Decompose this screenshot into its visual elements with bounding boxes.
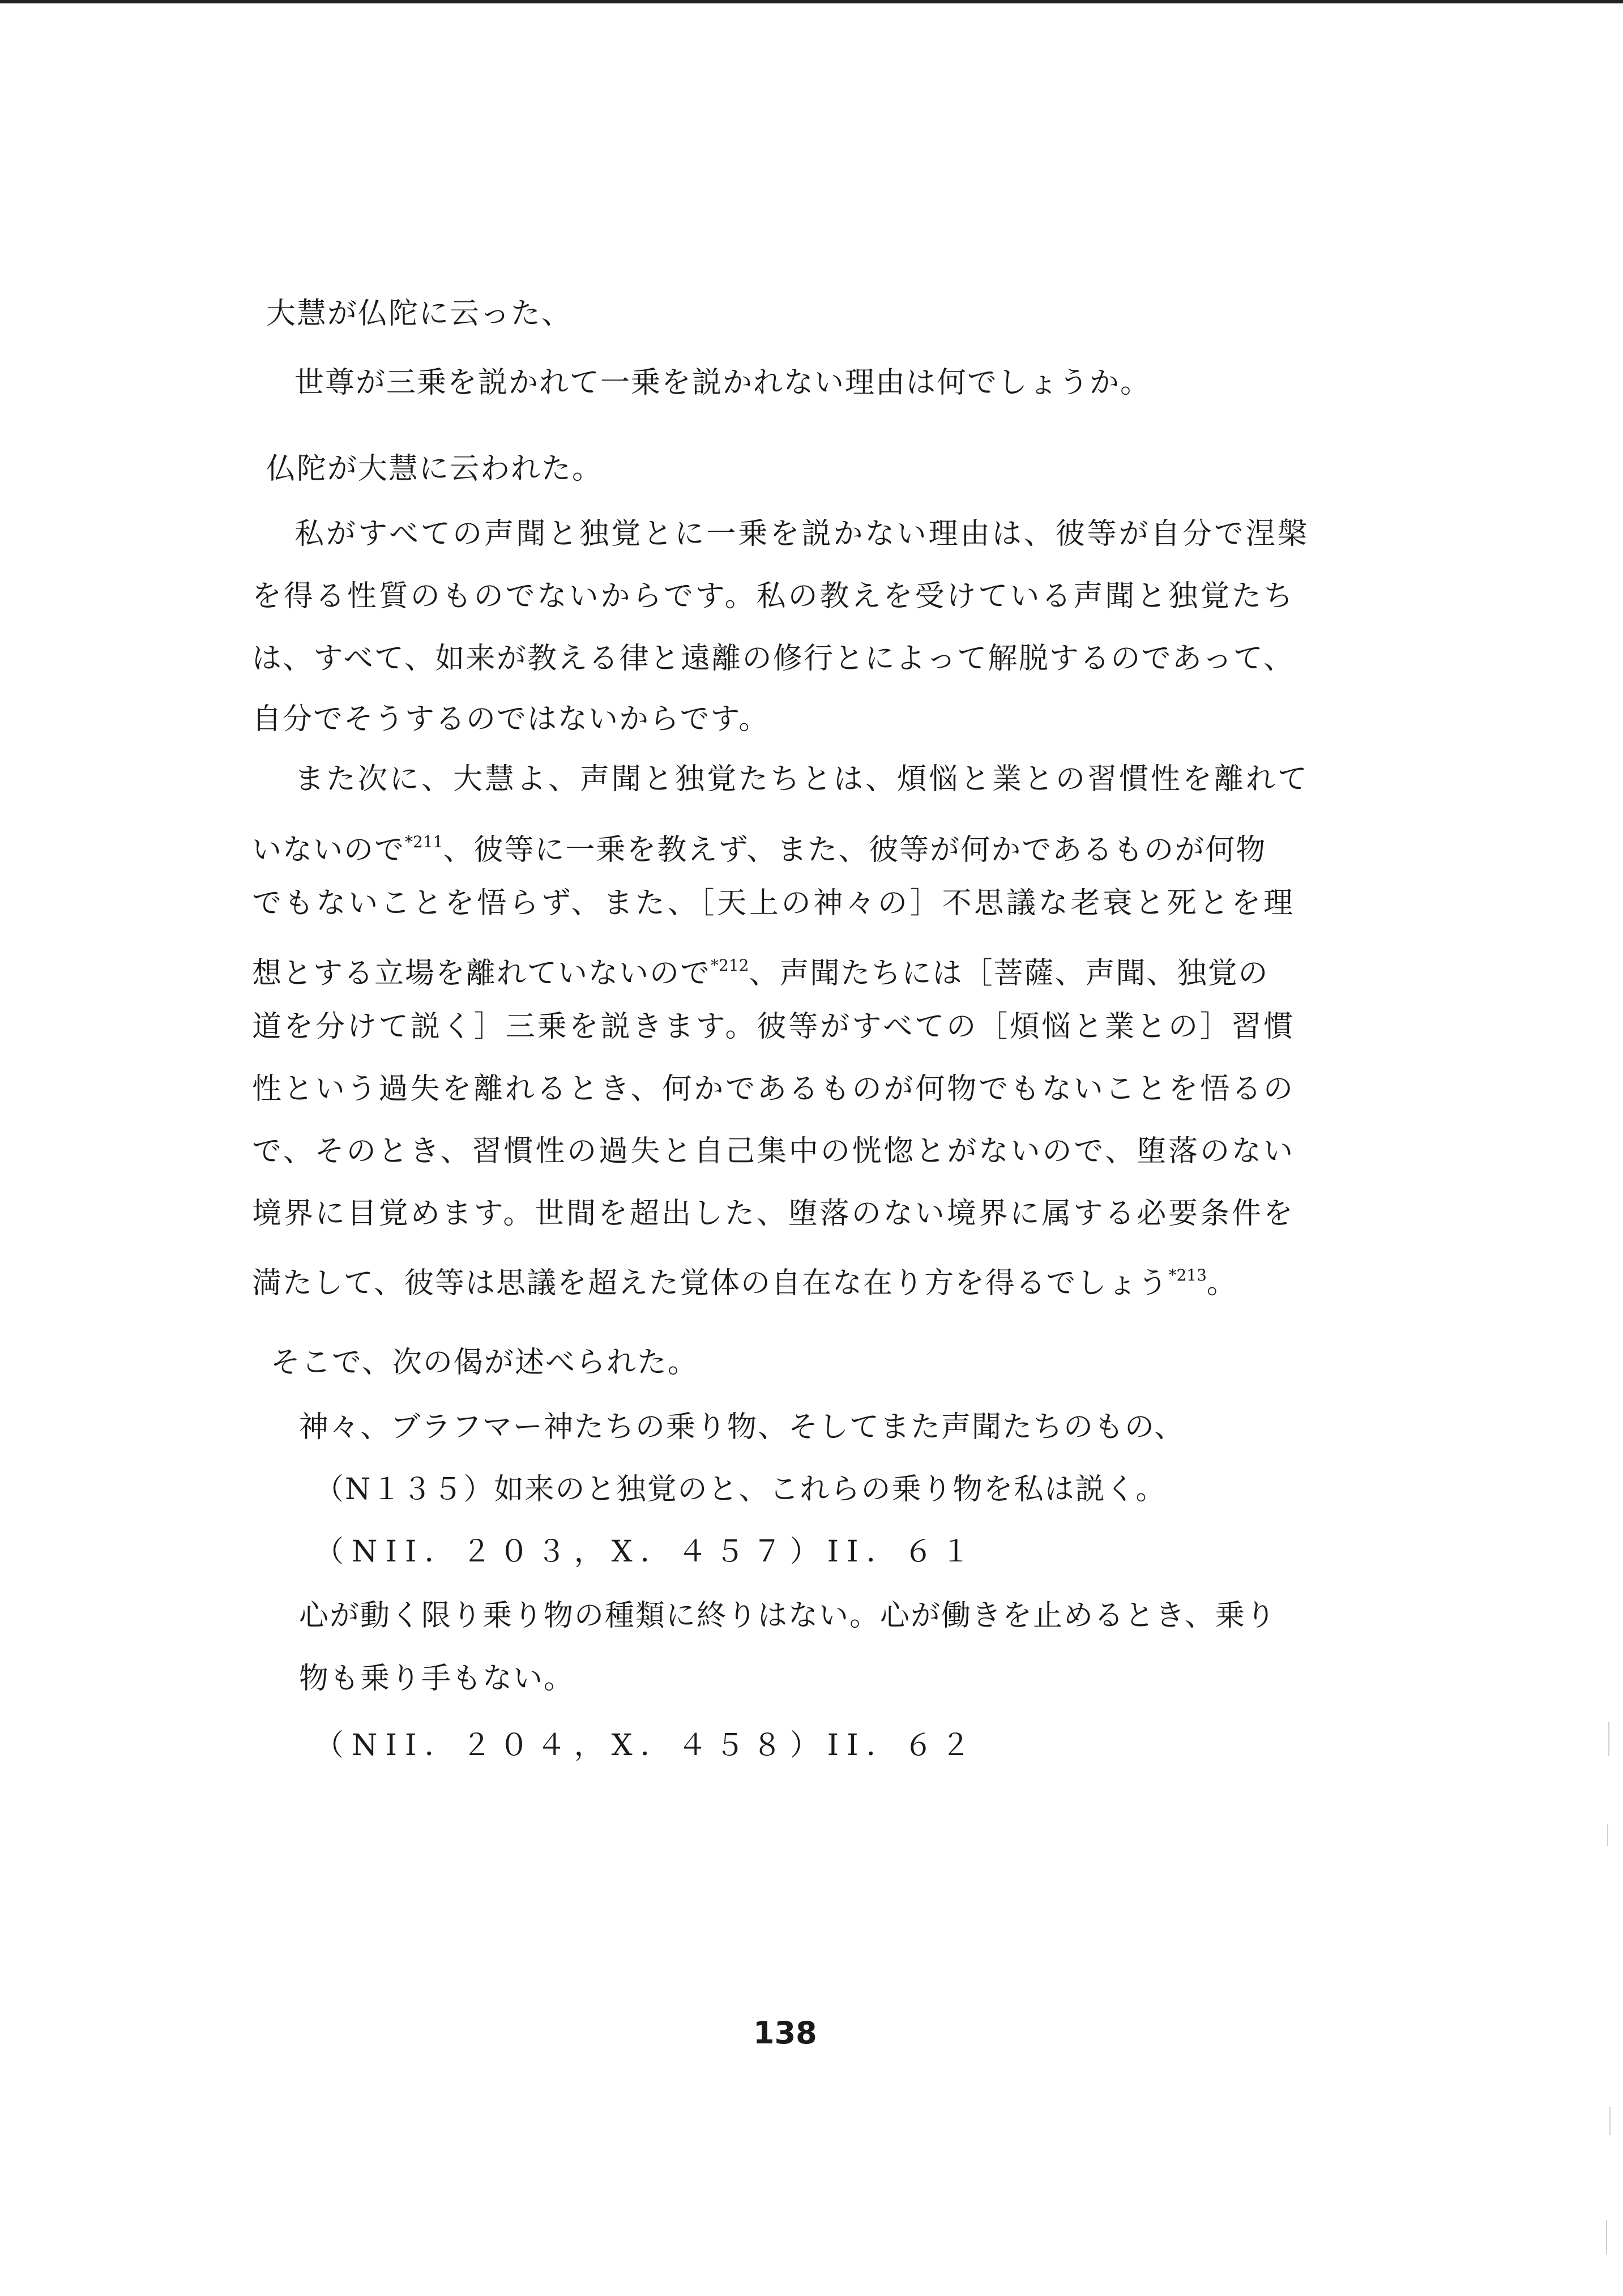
text-line-6: は、すべて、如来が教える律と遠離の修行とによって解脱するのであって、 [252, 642, 1294, 676]
page-number: 138 [753, 2015, 817, 2051]
text-line-10: でもないことを悟らず、また、［天上の神々の］不思議な老衰と死とを理 [252, 886, 1294, 920]
text-line-17: そこで、次の偈が述べられた。 [271, 1346, 698, 1380]
text-line-14: で、そのとき、習慣性の過失と自己集中の恍惚とがないので、堕落のない [252, 1134, 1294, 1168]
scan-mark-4 [1606, 2220, 1607, 2254]
text-line-7: 自分でそうするのではないからです。 [252, 702, 770, 736]
text-line-16 [252, 1258, 1237, 1300]
scan-mark-1 [1608, 1722, 1609, 1756]
scan-mark-2 [1607, 1824, 1608, 1846]
footnote-ref-211: *211 [405, 833, 443, 851]
verse-citation-1: （NII．２０３，X．４５７）II．６１ [314, 1535, 979, 1569]
text-line-9 [252, 825, 1266, 867]
verse-line-2: （N１３５）如来のと独覚のと、これらの乗り物を私は説く。 [314, 1473, 1167, 1507]
text-line-11-b: 、声聞たちには［菩薩、声聞、独覚の [749, 957, 1269, 991]
verse-line-3: 心が動く限り乗り物の種類に終りはない。心が働きを止めるとき、乗り [299, 1599, 1276, 1633]
text-line-2: 世尊が三乗を説かれて一乗を説かれない理由は何でしょうか。 [294, 366, 1151, 400]
verse-line-4: 物も乗り手もない。 [299, 1662, 575, 1696]
text-line-11 [252, 949, 1268, 991]
text-line-4: 私がすべての声聞と独覚とに一乗を説かない理由は、彼等が自分で涅槃 [294, 517, 1308, 551]
text-line-15: 境界に目覚めます。世間を超出した、堕落のない境界に属する必要条件を [252, 1197, 1294, 1231]
text-line-12: 道を分けて説く］三乗を説きます。彼等がすべての［煩悩と業との］習慣 [252, 1010, 1294, 1044]
footnote-ref-212: *212 [711, 956, 749, 975]
verse-citation-2: （NII．２０４，X．４５８）II．６２ [314, 1729, 979, 1762]
footnote-ref-213: *213 [1168, 1266, 1207, 1284]
text-line-9-a: いないので [252, 833, 405, 867]
text-line-8: また次に、大慧よ、声聞と独覚たちとは、煩悩と業との習慣性を離れて [294, 762, 1308, 796]
text-line-13: 性という過失を離れるとき、何かであるものが何物でもないことを悟るの [252, 1072, 1294, 1106]
text-line-1: 大慧が仏陀に云った、 [266, 297, 573, 331]
top-scan-edge [0, 0, 1623, 3]
verse-line-1: 神々、ブラフマー神たちの乗り物、そしてまた声聞たちのもの、 [299, 1410, 1185, 1444]
text-line-3: 仏陀が大慧に云われた。 [266, 452, 603, 486]
text-line-11-a: 想とする立場を離れていないので [252, 957, 711, 991]
text-line-5: を得る性質のものでないからです。私の教えを受けている声聞と独覚たち [252, 579, 1294, 613]
text-line-9-b: 、彼等に一乗を教えず、また、彼等が何かであるものが何物 [443, 833, 1267, 867]
text-line-16-b: 。 [1206, 1266, 1237, 1300]
scan-mark-3 [1609, 2107, 1611, 2135]
text-line-16-a: 満たして、彼等は思議を超えた覚体の自在な在り方を得るでしょう [252, 1266, 1169, 1300]
